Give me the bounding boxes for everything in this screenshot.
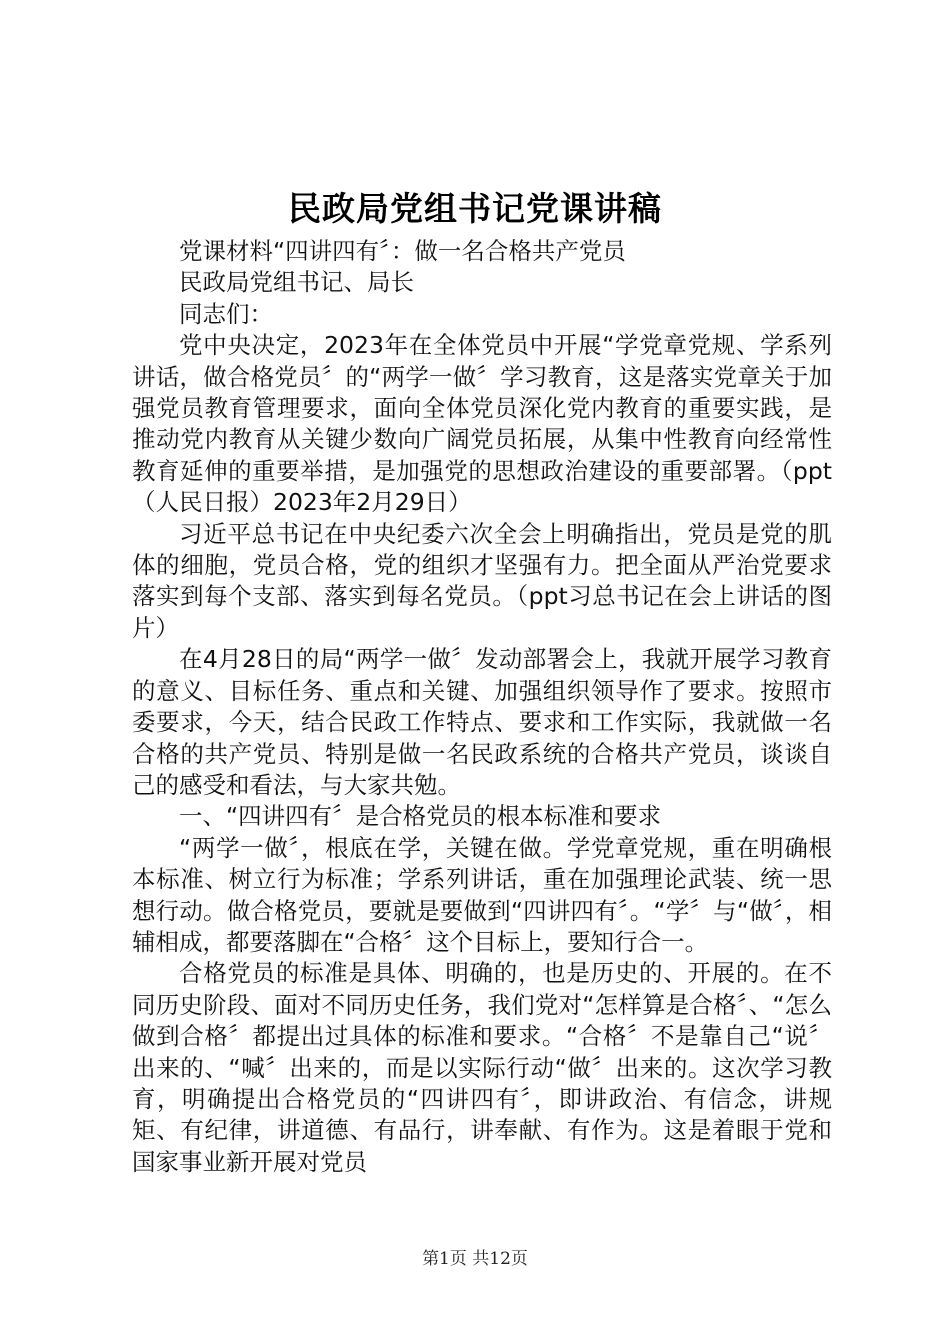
body-paragraph: 党中央决定，2023年在全体党员中开展“学党章党规、学系列讲话，做合格党员〞的“两学一做〞学习教育，这是落实党章关于加强党员教育管理要求，面向全体党员深化党内教育的重要实践，是推动党内教育从关键少数向广阔党员拓展，从集中性教育向经常性教育延伸的重要举措，是加强党的思想政治建设的重要部署。（ppt（人民日报）2023年2月29日） — [132, 331, 832, 517]
body-paragraph: 合格党员的标准是具体、明确的，也是历史的、开展的。在不同历史阶段、面对不同历史任务，我们党对“怎样算是合格〞、“怎么做到合格〞都提出过具体的标准和要求。“合格〞不是靠自己“说〞出来的、“喊〞出来的，而是以实际行动“做〞出来的。这次学习教育，明确提出合格党员的“四讲四有〞，即讲政治、有信念，讲规矩、有纪律，讲道德、有品行，讲奉献、有作为。这是着眼于党和国家事业新开展对党员 — [132, 959, 832, 1176]
page-number: 第1页 共12页 — [422, 1249, 528, 1269]
salutation: 同志们： — [179, 299, 273, 328]
subtitle-line: 党课材料“四讲四有〞：做一名合格共产党员 — [179, 237, 626, 265]
document-title: 民政局党组书记党课讲稿 — [288, 189, 662, 228]
section-heading: 一、“四讲四有〞是合格党员的根本标准和要求 — [179, 802, 662, 831]
author-line: 民政局党组书记、局长 — [179, 268, 414, 297]
body-paragraph: 习近平总书记在中央纪委六次全会上明确指出，党员是党的肌体的细胞，党员合格，党的组织才坚强有力。把全面从严治党要求落实到每个支部、落实到每名党员。（ppt习总书记在会上讲话的图片） — [132, 519, 832, 642]
body-paragraph: 在4月28日的局“两学一做〞发动部署会上，我就开展学习教育的意义、目标任务、重点和关键、加强组织领导作了要求。按照市委要求，今天，结合民政工作特点、要求和工作实际，我就做一名合格的共产党员、特别是做一名民政系统的合格共产党员，谈谈自己的感受和看法，与大家共勉。 — [132, 645, 832, 799]
document-body — [132, 236, 832, 1178]
body-paragraph: “两学一做〞，根底在学，关键在做。学党章党规，重在明确根本标准、树立行为标准；学系列讲话，重在加强理论武装、统一思想行动。做合格党员，要就是要做到“四讲四有〞。“学〞与“做〞，相辅相成，都要落脚在“合格〞这个目标上，要知行合一。 — [132, 833, 832, 956]
